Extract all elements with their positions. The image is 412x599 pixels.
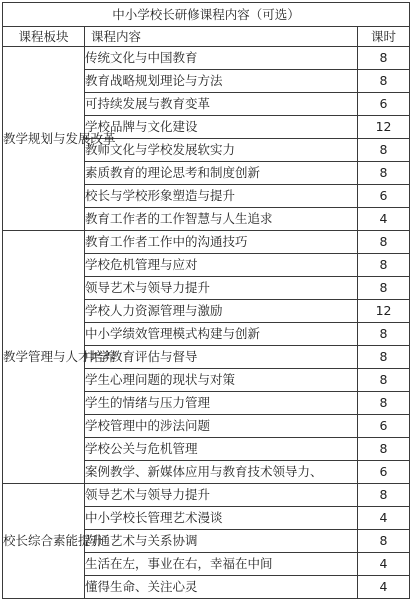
module-cell: 教学规划与发展改革	[3, 47, 85, 231]
course-content-cell: 中学教育评估与督导	[85, 346, 358, 369]
table-title: 中小学校长研修课程内容（可选）	[3, 3, 410, 27]
course-hours-cell: 8	[358, 346, 410, 369]
course-hours-cell: 6	[358, 93, 410, 116]
header-module: 课程板块	[3, 27, 85, 47]
course-hours-cell: 8	[358, 139, 410, 162]
course-content-cell: 学校品牌与文化建设	[85, 116, 358, 139]
course-content-cell: 学校人力资源管理与激励	[85, 300, 358, 323]
course-content-cell: 素质教育的理论思考和制度创新	[85, 162, 358, 185]
course-hours-cell: 8	[358, 323, 410, 346]
table-row	[3, 47, 410, 70]
course-content-cell: 教育工作者工作中的沟通技巧	[85, 231, 358, 254]
title-row	[3, 3, 410, 27]
header-content: 课程内容	[85, 27, 358, 47]
course-hours-cell: 8	[358, 392, 410, 415]
course-content-cell: 可持续发展与教育变革	[85, 93, 358, 116]
course-hours-cell: 6	[358, 461, 410, 484]
header-row	[3, 27, 410, 47]
course-table-body	[3, 3, 410, 599]
course-content-cell: 学校管理中的涉法问题	[85, 415, 358, 438]
course-hours-cell: 4	[358, 507, 410, 530]
course-content-cell: 领导艺术与领导力提升	[85, 484, 358, 507]
course-content-cell: 校长与学校形象塑造与提升	[85, 185, 358, 208]
course-hours-cell: 12	[358, 300, 410, 323]
course-content-cell: 学校危机管理与应对	[85, 254, 358, 277]
course-content-cell: 传统文化与中国教育	[85, 47, 358, 70]
course-hours-cell: 8	[358, 277, 410, 300]
course-content-cell: 教师文化与学校发展软实力	[85, 139, 358, 162]
course-content-cell: 学生心理问题的现状与对策	[85, 369, 358, 392]
course-content-cell: 教育战略规划理论与方法	[85, 70, 358, 93]
course-hours-cell: 4	[358, 576, 410, 599]
course-hours-cell: 8	[358, 369, 410, 392]
course-table	[2, 2, 410, 599]
course-hours-cell: 4	[358, 553, 410, 576]
course-hours-cell: 8	[358, 231, 410, 254]
course-content-cell: 教育工作者的工作智慧与人生追求	[85, 208, 358, 231]
course-content-cell: 中小学校长管理艺术漫谈	[85, 507, 358, 530]
module-cell: 教学管理与人才培养	[3, 231, 85, 484]
course-content-cell: 生活在左，事业在右，幸福在中间	[85, 553, 358, 576]
course-hours-cell: 8	[358, 47, 410, 70]
course-hours-cell: 8	[358, 438, 410, 461]
table-row	[3, 231, 410, 254]
course-hours-cell: 4	[358, 208, 410, 231]
course-content-cell: 沟通艺术与关系协调	[85, 530, 358, 553]
course-content-cell: 案例教学、新媒体应用与教育技术领导力、	[85, 461, 358, 484]
course-hours-cell: 8	[358, 484, 410, 507]
course-hours-cell: 8	[358, 254, 410, 277]
course-content-cell: 学校公关与危机管理	[85, 438, 358, 461]
course-content-cell: 学生的情绪与压力管理	[85, 392, 358, 415]
table-row	[3, 484, 410, 507]
course-content-cell: 懂得生命、关注心灵	[85, 576, 358, 599]
course-content-cell: 中小学绩效管理模式构建与创新	[85, 323, 358, 346]
course-hours-cell: 8	[358, 530, 410, 553]
course-hours-cell: 12	[358, 116, 410, 139]
header-hours: 课时	[358, 27, 410, 47]
course-hours-cell: 6	[358, 185, 410, 208]
course-hours-cell: 6	[358, 415, 410, 438]
course-hours-cell: 8	[358, 70, 410, 93]
course-content-cell: 领导艺术与领导力提升	[85, 277, 358, 300]
course-hours-cell: 8	[358, 162, 410, 185]
module-cell: 校长综合素能提升	[3, 484, 85, 599]
